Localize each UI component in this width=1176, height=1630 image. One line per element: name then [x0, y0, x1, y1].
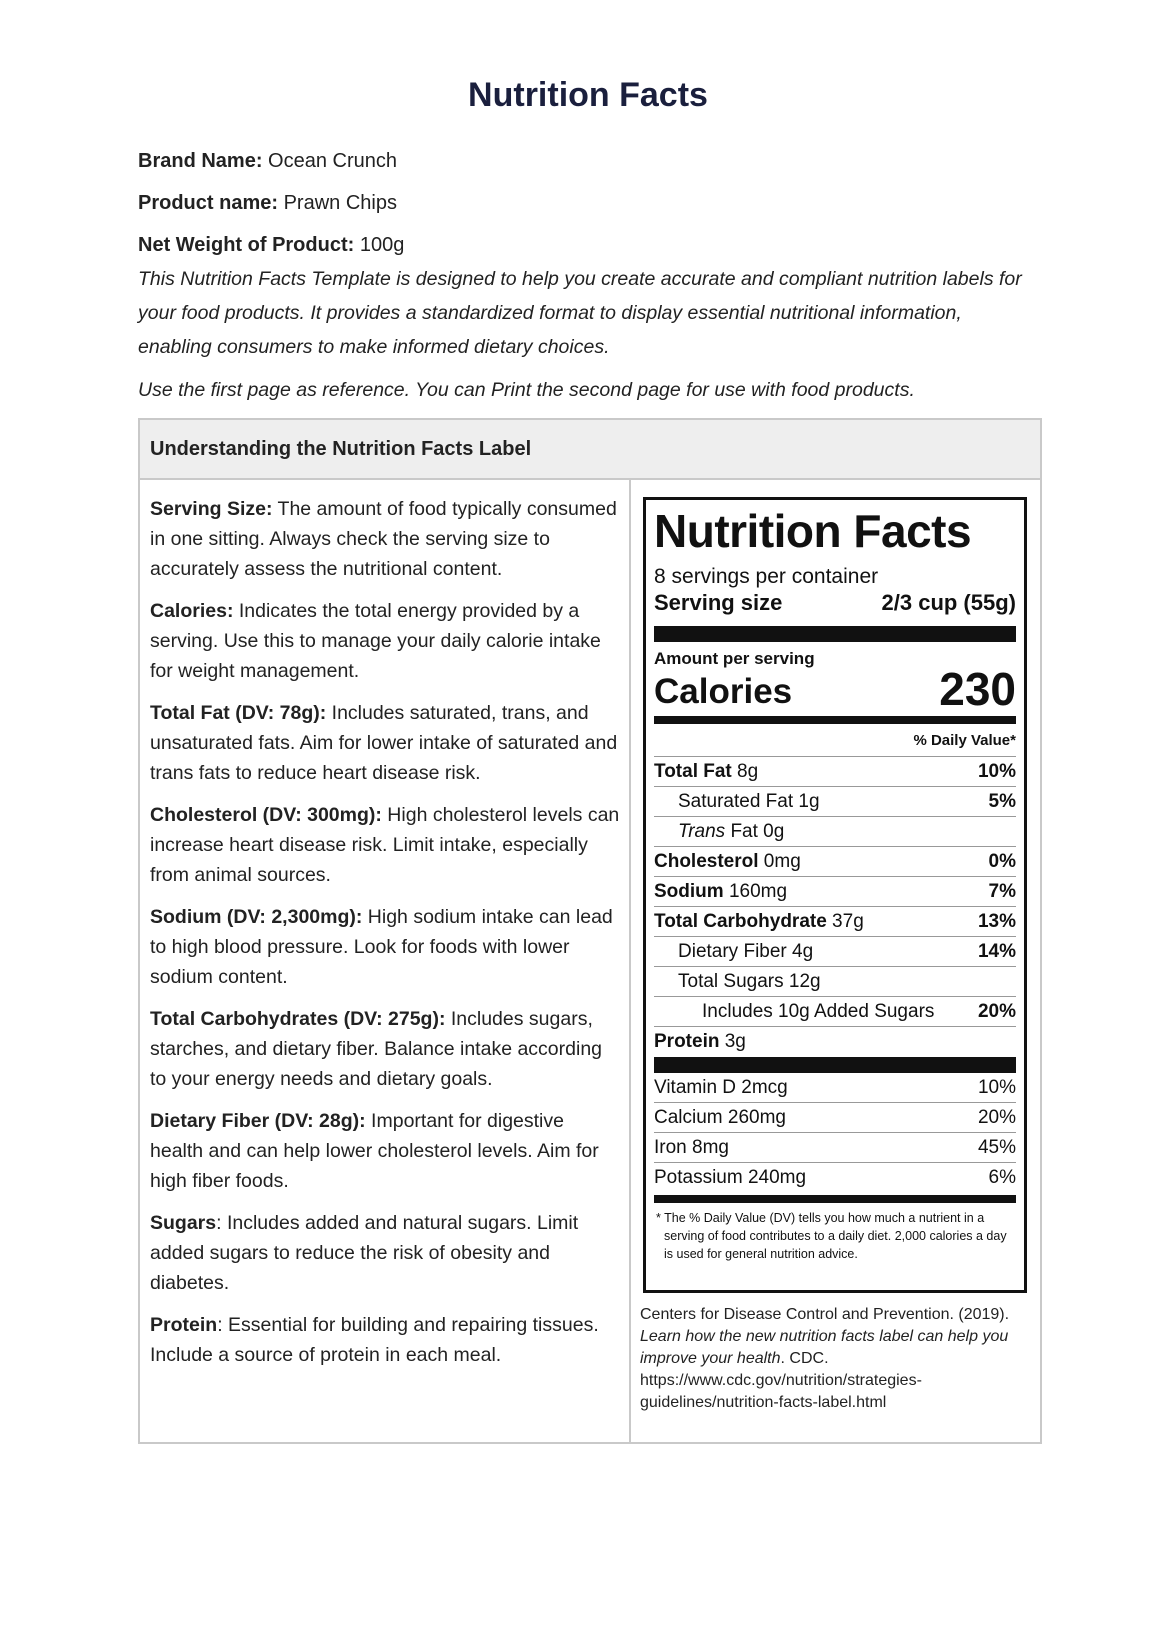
reference-table: [138, 418, 1042, 1444]
term-desc: High sodium intake can lead to high blood pressure. Look for foods with lower sodium content.: [150, 906, 613, 988]
thick-divider: [654, 1057, 1016, 1073]
citation-source: Centers for Disease Control and Prevention. (2019).: [640, 1306, 1010, 1323]
nutrient-row-total-sugars: [654, 967, 1016, 997]
term-desc: Includes saturated, trans, and unsaturated fats. Aim for lower intake of saturated and trans fats to reduce heart disease risk.: [150, 702, 618, 784]
nutrient-row-total-carbohydrate: [654, 907, 1016, 937]
nutrient-amount: 160mg: [723, 881, 788, 902]
label-title: Nutrition Facts: [654, 505, 972, 557]
servings-per-container: 8 servings per container: [654, 565, 879, 588]
nutrient-amount: 12g: [783, 971, 821, 992]
nutrient-pct: 10%: [977, 761, 1016, 782]
nutrient-name: Total Fat: [654, 761, 732, 782]
vitamin-pct: 20%: [977, 1107, 1016, 1128]
nutrient-pct: 7%: [988, 881, 1016, 902]
vitamin-pct: 10%: [977, 1077, 1016, 1098]
nutrient-name: Total Sugars: [678, 971, 784, 992]
daily-value-footnote: * The % Daily Value (DV) tells you how much a nutrient in a serving of food contributes to a daily diet. 2,000 calories a day is used for general nutrition advice.: [656, 1211, 1007, 1261]
medium-divider: [654, 1195, 1016, 1203]
term-total-carbohydrates: [150, 1004, 620, 1094]
weight-value: 100g: [359, 234, 405, 256]
nutrient-row-protein: [654, 1027, 1016, 1057]
brand-label: Brand Name:: [138, 150, 263, 172]
nutrient-row-dietary-fiber: [654, 937, 1016, 967]
nutrient-row-total-fat: [654, 757, 1016, 787]
term-desc: High cholesterol levels can increase heart disease risk. Limit intake, especially from animal sources.: [150, 804, 620, 886]
citation-url: . CDC. https://www.cdc.gov/nutrition/strategies-guidelines/nutrition-facts-label.html: [640, 1350, 922, 1411]
nutrient-row-added-sugars: [654, 997, 1016, 1027]
term-title: Protein: [150, 1314, 218, 1336]
nutrient-amount: 8g: [731, 761, 759, 782]
term-sodium: [150, 902, 620, 992]
nutrient-row-sodium: [654, 877, 1016, 907]
calories-row: [654, 664, 1016, 714]
vitamin-row-iron: [654, 1133, 1016, 1163]
nutrient-amount: 37g: [826, 911, 864, 932]
nutrient-pct: 20%: [977, 1001, 1016, 1022]
term-desc: : Includes added and natural sugars. Limit added sugars to reduce the risk of obesity and diabetes.: [150, 1212, 579, 1294]
nutrient-name: Sodium: [654, 881, 724, 902]
term-serving-size: [150, 494, 620, 584]
term-title: Dietary Fiber (DV: 28g):: [150, 1110, 366, 1132]
term-desc: : Essential for building and repairing tissues. Include a source of protein in each meal.: [150, 1314, 599, 1366]
nutrient-row-cholesterol: [654, 847, 1016, 877]
nutrient-name: Dietary Fiber: [678, 941, 787, 962]
calories-value: 230: [939, 663, 1016, 715]
nutrient-amount: 1g: [793, 791, 820, 812]
nutrient-amount: 0mg: [758, 851, 801, 872]
term-desc: The amount of food typically consumed in one sitting. Always check the serving size to accurately assess the nutritional content.: [150, 498, 617, 580]
net-weight: [138, 234, 1038, 257]
reference-header: Understanding the Nutrition Facts Label: [140, 420, 1040, 480]
serving-size-value: 2/3 cup (55g): [881, 590, 1016, 615]
vitamin-row-d: [654, 1073, 1016, 1103]
intro-paragraph: This Nutrition Facts Template is designed to help you create accurate and compliant nutrition labels for your food products. It provides a standardized format to display essential nutritional information, enabling consumers to make informed dietary choices.: [138, 268, 1022, 358]
term-title: Sugars: [150, 1212, 217, 1234]
term-title: Total Carbohydrates (DV: 275g):: [150, 1008, 446, 1030]
brand-value: Ocean Crunch: [268, 150, 398, 172]
term-cholesterol: [150, 800, 620, 890]
nutrient-pct: 14%: [977, 941, 1016, 962]
citation-title: Learn how the new nutrition facts label can help you improve your health: [640, 1328, 1009, 1367]
product-name: [138, 192, 1038, 215]
term-desc: Important for digestive health and can help lower cholesterol levels. Aim for high fiber foods.: [150, 1110, 599, 1192]
nutrient-row-saturated-fat: [654, 787, 1016, 817]
nutrient-amount: 4g: [786, 941, 814, 962]
term-title: Sodium (DV: 2,300mg):: [150, 906, 363, 928]
page-title: Nutrition Facts: [468, 76, 708, 114]
nutrient-name: Trans: [678, 821, 726, 842]
calories-label: Calories: [654, 672, 793, 711]
term-title: Serving Size:: [150, 498, 273, 520]
term-sugars: [150, 1208, 620, 1298]
nutrient-row-trans-fat: [654, 817, 1016, 847]
serving-size-label: Serving size: [654, 590, 783, 615]
term-title: Cholesterol (DV: 300mg):: [150, 804, 382, 826]
nutrient-name: Protein: [654, 1031, 720, 1052]
vitamin-name: Potassium 240mg: [654, 1167, 807, 1188]
print-instruction: Use the first page as reference. You can Print the second page for use with food products.: [138, 379, 915, 401]
nutrient-name: Total Carbohydrate: [654, 911, 827, 932]
nutrient-pct: 13%: [977, 911, 1016, 932]
term-calories: [150, 596, 620, 686]
term-dietary-fiber: [150, 1106, 620, 1196]
amount-per-serving: Amount per serving: [654, 649, 815, 668]
daily-value-header: % Daily Value*: [654, 732, 1016, 757]
term-desc: Includes sugars, starches, and dietary fiber. Balance intake according to your energy needs and dietary goals.: [150, 1008, 603, 1090]
citation: [640, 1304, 1032, 1414]
nutrient-name: Cholesterol: [654, 851, 759, 872]
nutrition-facts-label: [643, 497, 1027, 1293]
vitamin-row-calcium: [654, 1103, 1016, 1133]
vitamin-name: Vitamin D 2mcg: [654, 1077, 788, 1098]
vitamin-name: Iron 8mg: [654, 1137, 729, 1158]
nutrient-pct: 0%: [988, 851, 1016, 872]
vitamin-pct: 6%: [988, 1167, 1016, 1188]
term-total-fat: [150, 698, 620, 788]
column-divider: [629, 480, 631, 1442]
nutrient-name: Saturated Fat: [678, 791, 794, 812]
term-title: Calories:: [150, 600, 234, 622]
term-title: Total Fat (DV: 78g):: [150, 702, 327, 724]
vitamin-row-potassium: [654, 1163, 1016, 1193]
nutrient-amount: Fat 0g: [725, 821, 785, 842]
term-desc: Indicates the total energy provided by a serving. Use this to manage your daily calorie intake for weight management.: [150, 600, 601, 682]
nutrient-pct: 5%: [988, 791, 1016, 812]
term-definitions: [150, 494, 620, 1382]
medium-divider: [654, 716, 1016, 724]
weight-label: Net Weight of Product:: [138, 234, 355, 256]
nutrient-amount: 3g: [719, 1031, 746, 1052]
term-protein: [150, 1310, 620, 1370]
nutrient-name: Includes 10g Added Sugars: [702, 1001, 935, 1022]
product-label: Product name:: [138, 192, 279, 214]
serving-size: [654, 590, 1016, 616]
brand-name: [138, 150, 1038, 173]
vitamin-name: Calcium 260mg: [654, 1107, 786, 1128]
product-value: Prawn Chips: [283, 192, 397, 214]
vitamin-pct: 45%: [977, 1137, 1016, 1158]
thick-divider: [654, 626, 1016, 642]
